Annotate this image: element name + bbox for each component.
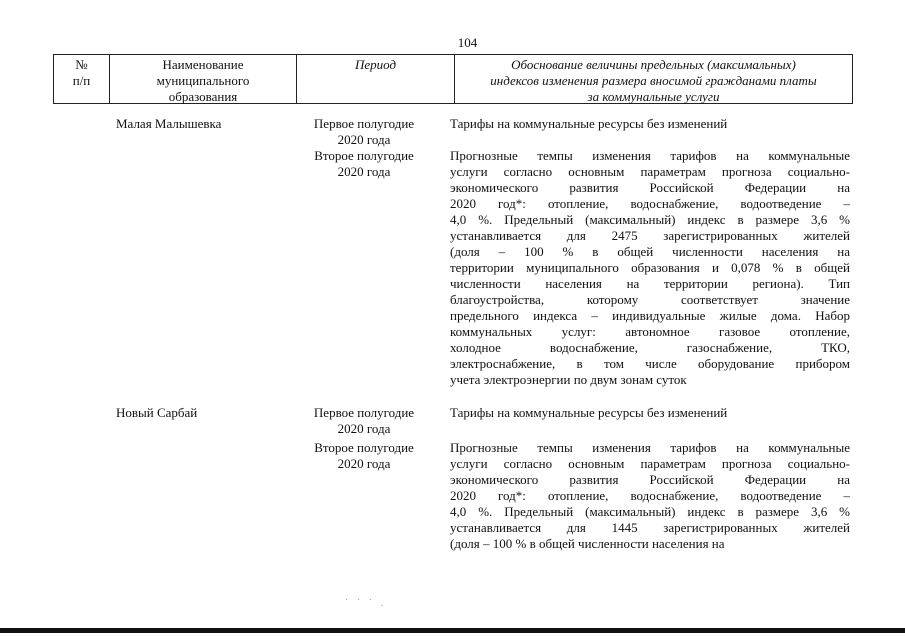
row-justification-second-half — [450, 440, 850, 552]
row-municipality-name: Малая Малышевка — [116, 116, 222, 131]
row-municipality-name: Новый Сарбай — [116, 405, 198, 420]
paragraph-line: учета электроэнергии по двум зонам суток — [450, 372, 687, 387]
paragraph-line: 2020 год*: отопление, водоснабжение, водоотведение – — [450, 196, 850, 211]
paragraph-line: предельного индекса – индивидуальные жилые дома. Набор — [450, 308, 850, 323]
paragraph-line: экономического развития Российской Федерации на — [450, 472, 850, 487]
row-period-second-half: Второе полугодие 2020 года — [314, 148, 414, 179]
paragraph-line: 4,0 %. Предельный (максимальный) индекс в размере 3,6 % — [450, 212, 850, 227]
scan-artifact: ˙ ˙ ˙ . — [345, 598, 386, 609]
paragraph-line: благоустройства, которому соответствует значение — [450, 292, 850, 307]
page-bottom-edge — [0, 628, 905, 633]
paragraph-line: устанавливается для 1445 зарегистрированных жителей — [450, 520, 850, 535]
paragraph-line: Прогнозные темпы изменения тарифов на коммунальные — [450, 148, 850, 163]
paragraph-line: Прогнозные темпы изменения тарифов на коммунальные — [450, 440, 850, 455]
paragraph-line: территории муниципального образования и 0,078 % в общей — [450, 260, 850, 275]
row-period-second-half: Второе полугодие 2020 года — [314, 440, 414, 471]
header-period: Период — [296, 55, 454, 103]
header-justification: Обоснование величины предельных (максимальных) индексов изменения размера вносимой гражданами платы за коммунальные услуги — [454, 55, 852, 103]
paragraph-line: коммунальных услуг: автономное газовое отопление, — [450, 324, 850, 339]
paragraph-line: численности населения на территории региона). Тип — [450, 276, 850, 291]
paragraph-line: 2020 год*: отопление, водоснабжение, водоотведение – — [450, 488, 850, 503]
paragraph-line: 4,0 %. Предельный (максимальный) индекс в размере 3,6 % — [450, 504, 850, 519]
paragraph-line: услуги согласно основным параметрам прогноза социально- — [450, 456, 850, 471]
paragraph-line: экономического развития Российской Федерации на — [450, 180, 850, 195]
row-justification-first-half: Тарифы на коммунальные ресурсы без изменений — [450, 405, 728, 420]
paragraph-line: электроснабжение, в том числе оборудование прибором — [450, 356, 850, 371]
paragraph-line: услуги согласно основным параметрам прогноза социально- — [450, 164, 850, 179]
paragraph-line: холодное водоснабжение, газоснабжение, ТКО, — [450, 340, 850, 355]
row-period-first-half: Первое полугодие 2020 года — [313, 405, 415, 436]
header-municipality-name: Наименование муниципального образования — [109, 55, 296, 103]
header-number: № п/п — [72, 57, 91, 88]
row-justification-first-half: Тарифы на коммунальные ресурсы без изменений — [450, 116, 728, 131]
table-header — [53, 54, 853, 104]
row-period-first-half: Первое полугодие 2020 года — [313, 116, 415, 147]
paragraph-line: (доля – 100 % в общей численности населения на — [450, 536, 725, 551]
paragraph-line: (доля – 100 % в общей численности населения на — [450, 244, 850, 259]
row-justification-second-half — [450, 148, 850, 388]
paragraph-line: устанавливается для 2475 зарегистрированных жителей — [450, 228, 850, 243]
page-number: 104 — [457, 35, 478, 50]
